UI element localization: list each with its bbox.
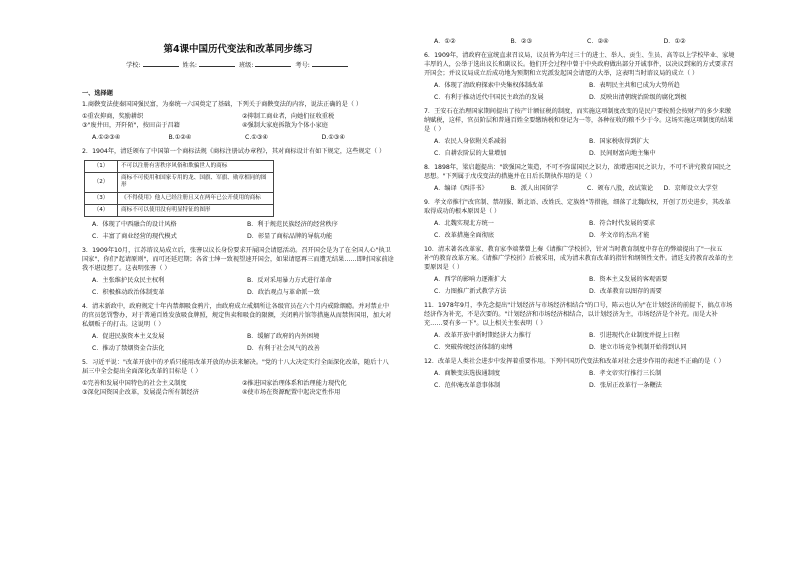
- question-5: [82, 359, 394, 398]
- option-c[interactable]: C．②④: [587, 38, 609, 45]
- option-d[interactable]: D．①②: [663, 38, 686, 45]
- option-c[interactable]: C．丰富了商业经营的现代模式: [92, 233, 177, 241]
- option-a[interactable]: A．促进民族资本主义发展: [92, 333, 165, 341]
- question-stem: 7．王安石在治理国家期间提出了按产计额征税的制度，而实施这项制度改变的是民户要按照会按财产的多少来缴纳赋税，这样，官员阶层和普通百姓全要缴纳税和登记为一等，各种征收的粮不少于今。这场实施这项制度的结果是（ ）: [424, 107, 734, 133]
- right-column: [424, 38, 736, 396]
- option-c[interactable]: C．积极推动政治体制变革: [92, 289, 165, 297]
- question-7: [424, 108, 736, 162]
- option-b[interactable]: B．派人出国留学: [510, 184, 559, 192]
- option-a[interactable]: A.①②③④: [92, 133, 121, 141]
- school-blank[interactable]: [143, 60, 179, 67]
- option-d[interactable]: D．有利于社会风气的改善: [247, 345, 320, 353]
- table-row: [85, 173, 274, 193]
- statement-item: ④使市场在资源配置中起决定性作用: [242, 389, 341, 396]
- option-d[interactable]: D．彰显了商标品牌的导航功能: [247, 233, 333, 241]
- option-d[interactable]: D．张居正改革行一条鞭法: [589, 381, 662, 389]
- question-stem: 5．习近平说："改革开放中的矛盾只能用改革开放的办法来解决。"党的十八大决定实行全面深化改革，随后十八届三中全会提出全面深化改革的目标是（ ）: [82, 359, 389, 376]
- statement-item: ①重农抑商，奖励耕织: [82, 112, 144, 120]
- name-blank[interactable]: [199, 60, 235, 67]
- statement-item: ②抑制工商业者，向她们征收重税: [242, 112, 335, 120]
- question-12: [424, 358, 736, 394]
- option-c[interactable]: C．有利于推动近代中国民主政治的发展: [434, 93, 544, 101]
- statement-item: ③"废井田，开阡陌"，按田亩于昌籍: [82, 121, 180, 129]
- question-stem: 4．清末新政中，政府规定十年内禁烟吸食鸦片，由政府成立戒烟所让各级官员在六个月内戒除烟瘾。并对禁止中的官员惩罚警办，对于普通百姓发放吸食牌照，规定售卖和吸食的限额，关闭鸦片馆等措施从而禁售国用，加大对私烟贩子的打击。这说明（ ）: [82, 303, 392, 329]
- option-d[interactable]: D.①③④: [321, 133, 345, 141]
- option-a[interactable]: A．体现了中西融合的设计风格: [92, 221, 177, 229]
- question-stem: 6．1909年，清政府在宣统直隶召议局，议员皆为年过三十的进士、举人、贡生、生员、高等以上学校毕业、家境丰厚的人，公举于选出议长和副议长。他们开会过程中曾于中央政府做出部分开诚事件，以决议到案的方式要求召开国会；并议议局成立后成功地为预期和立宪派发起国会请愿的大举，这表明当时谘议局的成立（ ）: [424, 51, 735, 77]
- question-1: [82, 101, 394, 146]
- number-label: 考号:: [295, 62, 310, 69]
- question-stem: 1.商鞅变法使秦国国强民富，为秦统一六国奠定了基础，下列关于商鞅变法的内容，说法正确的是（ ）: [82, 100, 363, 108]
- school-label: 学校:: [126, 62, 141, 69]
- question-8: [424, 164, 736, 197]
- table-cell: 《不得使用》他人已经注册且又在两年已公开使用的商标: [118, 192, 274, 204]
- option-b[interactable]: B．利于规范民族经济的经营秩序: [247, 221, 338, 229]
- question-2: [82, 148, 394, 245]
- table-cell: 不可以注册有害秩序风俗和欺骗世人的商标: [118, 160, 274, 172]
- option-c[interactable]: C．颁布八股，改试策论: [587, 184, 654, 192]
- class-blank[interactable]: [255, 60, 291, 67]
- table-cell: （1）: [85, 160, 118, 172]
- student-info-line: [82, 60, 394, 69]
- option-a[interactable]: A．农民人身依附关系减弱: [434, 137, 507, 145]
- option-d[interactable]: D．改革教育以图存的需要: [589, 287, 662, 295]
- question-6: [424, 52, 736, 106]
- table-row: [85, 204, 274, 216]
- option-b[interactable]: B．孝文帝实行推行三长制: [589, 369, 662, 377]
- question-stem: 11．1978年9月，李先念提出"计划经济与市场经济相结合"的口号，陈云也认为"在计划经济的前提下，搞点市场经济作为补充，不是次要的。"计划经济和市场经济相结合，以计划经济为主，市场经济是个补充。而是大补充……要有多一下"。以上相关主张表明（ ）: [424, 301, 733, 327]
- option-b[interactable]: B．②③: [510, 38, 533, 45]
- option-b[interactable]: B．引进现代企业制度并提上日程: [589, 331, 680, 339]
- question-stem: 2．1904年，清廷颁布了中国第一个商标法规《商标注册试办章程》，其对商标设计有如下规定，这些规定（ ）: [82, 147, 386, 155]
- table-row: [85, 160, 274, 172]
- name-label: 姓名:: [182, 62, 198, 69]
- option-a[interactable]: A．商鞅变法选拔通制度: [434, 369, 501, 377]
- question-stem: 3．1909年10月，江苏谘议局成立后，张謇以议长身份要求开展国会请愿活动。召开国会是为了在全国人心"执卫国家"，你们"起请原则"，而可还延迟期；各省士绅一致视望速开国会，如果请愿再三而遭无结果……即时国家前途我不堪设想了。这表明张謇（ ）: [82, 247, 394, 273]
- question-stem: 9．孝文帝推行"改官制、禁胡服、断北语、改姓氏、定族姓"等措施，细落了北魏政权，开创了历史进步，其改革取得成功的根本原因是（ ）: [424, 198, 731, 215]
- option-c[interactable]: C.①③④: [245, 133, 268, 141]
- question-4: [82, 303, 394, 357]
- option-c[interactable]: C．突破传统经济体制的束缚: [434, 343, 513, 351]
- trademark-rules-table: [84, 160, 274, 217]
- question-9: [424, 199, 736, 244]
- option-a[interactable]: A．①②: [434, 38, 456, 45]
- option-c[interactable]: C．力图推广新式教学方法: [434, 287, 507, 295]
- option-b[interactable]: B．缓解了政府的内外困境: [247, 333, 320, 341]
- option-a[interactable]: A．主张维护民众民主权利: [92, 277, 165, 285]
- option-a[interactable]: A．北魏实现北方统一: [434, 219, 494, 227]
- table-cell: 商标不可以使用没有明显特征的图形: [118, 204, 274, 216]
- option-a[interactable]: A．西学的影响力逐渐扩大: [434, 275, 507, 283]
- option-b[interactable]: B．资本主义发展的客观需要: [589, 275, 668, 283]
- statement-item: ①完善和发展中国特色的社会主义制度: [82, 380, 187, 388]
- option-d[interactable]: D．民间财富向地主集中: [589, 149, 656, 157]
- question-stem: 10．清末著名改革家、教育家李端棻曾上奏《请推广学校折》，针对当时教育制度中存在的弊端提出了"一拉五补"的教育改革方案。《请推广学校折》后被采用，成为清末教育改革的指针和纲领性文件。清廷支持教育改革的主要原因是（ ）: [424, 245, 734, 271]
- option-d[interactable]: D．政治观点与革命派一致: [247, 289, 320, 297]
- statement-item: ③深化国资国企改革，发展混合所有制经济: [82, 389, 199, 396]
- option-c[interactable]: C．范仲淹改革意事体制: [434, 381, 501, 389]
- option-b[interactable]: B．表明民主共和已成为大势所趋: [589, 81, 680, 89]
- option-d[interactable]: D．孝文帝的杰出才能: [589, 231, 650, 239]
- number-blank[interactable]: [312, 60, 348, 67]
- option-c[interactable]: C．推动了禁烟资金合法化: [92, 345, 165, 353]
- left-column: [82, 88, 394, 400]
- question-stem: 8．1898年，梁启超提出："欲强国之策造，不可不弥谋国民之识力，欲增进国民之识力，不可不讲究教育国民之思想。"下列属于戊戌变法的措施并在日后长期执作用的是（ ）: [424, 163, 732, 180]
- table-cell: （2）: [85, 173, 118, 193]
- option-b[interactable]: B.①②④: [168, 133, 192, 141]
- option-c[interactable]: C．改革措施全面彻底: [434, 231, 495, 239]
- table-cell: 商标不可使用和国家专用的龙、国旗、军旗、勋章相同的图形: [118, 173, 274, 193]
- option-b[interactable]: B．符合时代发展的要求: [589, 219, 656, 227]
- option-c[interactable]: C．自耕农阶层的大量增加: [434, 149, 507, 157]
- table-cell: （3）: [85, 192, 118, 204]
- option-a[interactable]: A．体现了清政府探索中央集权体制改革: [434, 81, 544, 89]
- option-a[interactable]: A．编译《西洋书》: [434, 184, 488, 192]
- table-row: [85, 192, 274, 204]
- option-d[interactable]: D．京师设立大学堂: [663, 184, 718, 192]
- statement-item: ②推进国家治理体系和治理能力现代化: [242, 380, 347, 388]
- question-11: [424, 302, 736, 356]
- option-b[interactable]: B．国家税收得到扩大: [589, 137, 649, 145]
- section-heading: 一、选择题: [82, 90, 113, 97]
- page-title: 第4课中国历代变法和改革同步练习: [163, 44, 313, 55]
- question-3: [82, 247, 394, 301]
- table-cell: （4）: [85, 204, 118, 216]
- option-a[interactable]: A．改革开放中新时期经济大力推行: [434, 331, 532, 339]
- option-d[interactable]: D．建立市场竞争机制开始得到认同: [589, 343, 687, 351]
- question-10: [424, 246, 736, 300]
- class-label: 班级:: [238, 62, 254, 69]
- option-d[interactable]: D．反映出清朝统治阶级的腐化到极: [589, 93, 687, 101]
- question-stem: 12．改革是人类社会进步中发挥着重要作用。下列中国历代变法和改革对社会进步作用的表述不正确的是（ ）: [424, 357, 725, 365]
- statement-item: ④强制大家庭拆散为个体小家庭: [242, 121, 328, 129]
- option-b[interactable]: B．反对采用暴力方式进行革命: [247, 277, 332, 285]
